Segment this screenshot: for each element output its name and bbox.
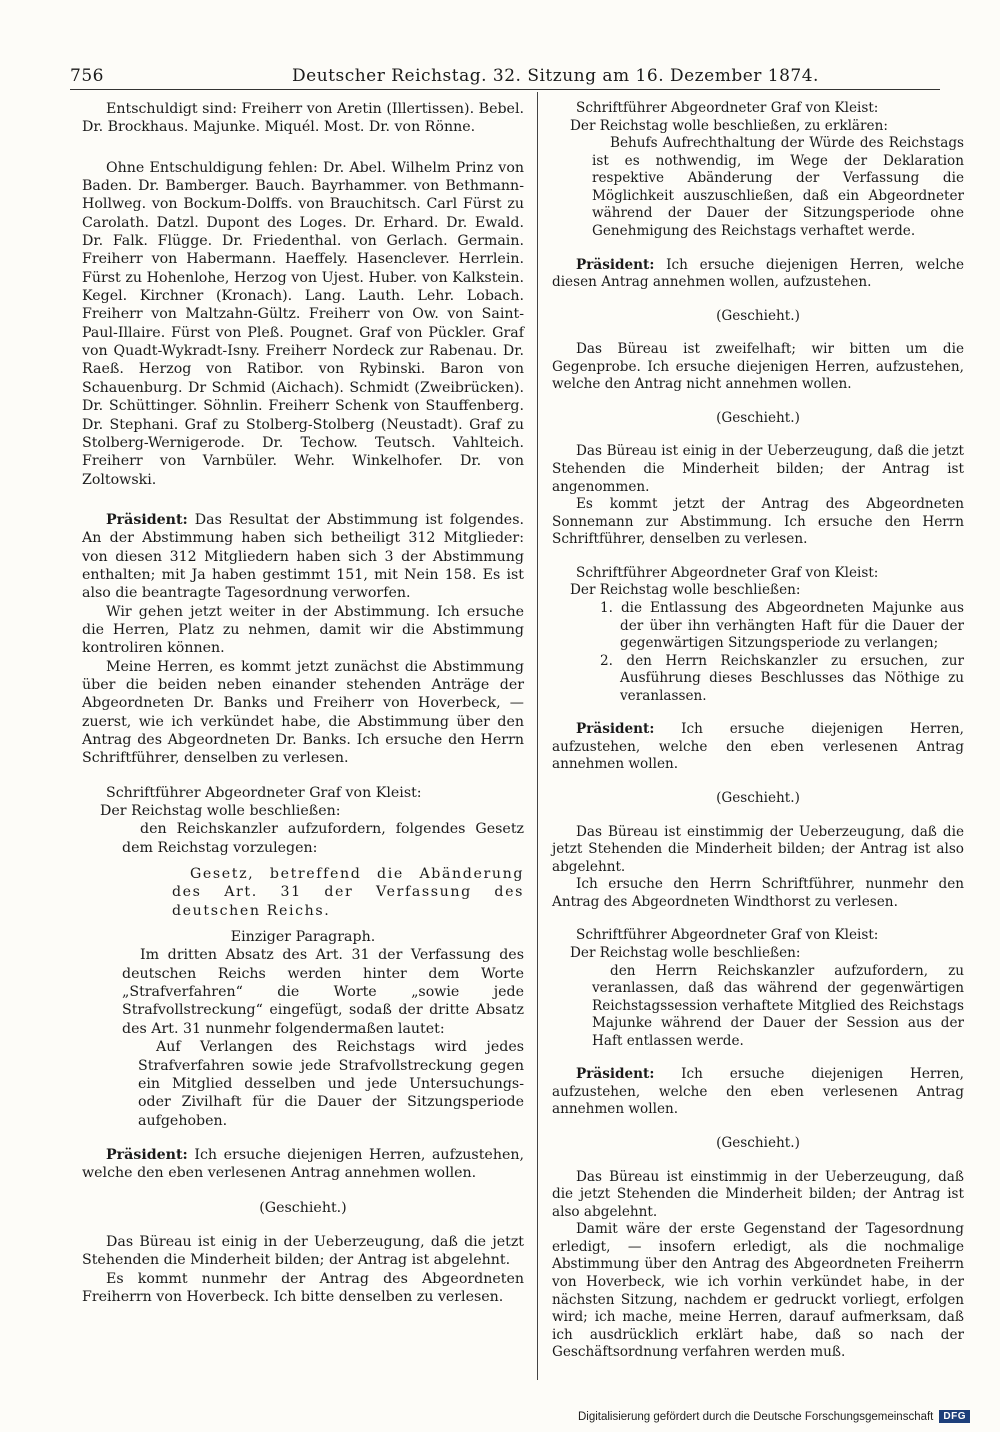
paragraph: Präsident: Ich ersuche diejenigen Herren, aufzustehen, welche den eben verlesenen Antrag annehmen wollen. — [82, 1146, 524, 1182]
header-rule — [70, 89, 940, 90]
paragraph: Das Büreau ist einstimmig in der Ueberzeugung, daß die jetzt Stehenden die Minderheit bilden; der Antrag ist also abgelehnt. — [552, 1168, 964, 1220]
paragraph: Meine Herren, es kommt jetzt zunächst die Abstimmung über die beiden neben einander stehenden Anträge der Abgeordneten Dr. Banks und Freiherr von Hoverbeck, — zuerst, wie ich verkündet habe, die Abstimmung über den Antrag des Abgeordneten Dr. Banks. Ich ersuche den Herrn Schriftführer, denselben zu verlesen. — [82, 658, 524, 767]
paragraph: Es kommt nunmehr der Antrag des Abgeordneten Freiherrn von Hoverbeck. Ich bitte denselben zu verlesen. — [82, 1270, 524, 1305]
page-header — [70, 60, 940, 90]
paragraph: 2. den Herrn Reichskanzler zu ersuchen, zur Ausführung dieses Beschlusses das Nöthige zu veranlassen. — [600, 652, 964, 704]
paragraph: Entschuldigt sind: Freiherr von Aretin (Illertissen). Bebel. Dr. Brockhaus. Majunke. Miquél. Most. Dr. von Rönne. — [82, 101, 524, 136]
paragraph: Das Büreau ist zweifelhaft; wir bitten um die Gegenprobe. Ich ersuche diejenigen Herren, aufzustehen, welche den Antrag nicht annehmen wollen. — [552, 341, 964, 393]
paragraph: Das Büreau ist einstimmig der Ueberzeugung, daß die jetzt Stehenden die Minderheit bilden; der Antrag ist also abgelehnt. — [552, 823, 964, 875]
paragraph: (Geschieht.) — [716, 307, 800, 324]
paragraph: Das Büreau ist einig in der Ueberzeugung, daß die jetzt Stehenden die Minderheit bilden; der Antrag ist angenommen. — [552, 443, 964, 495]
paragraph: 1. die Entlassung des Abgeordneten Majunke aus der über ihn verhängten Haft für die Dauer der gegenwärtigen Sitzungsperiode zu verlangen; — [600, 599, 964, 652]
running-title: Deutscher Reichstag. 32. Sitzung am 16. Dezember 1874. — [292, 66, 819, 86]
paragraph: (Geschieht.) — [716, 1135, 800, 1151]
speaker-label: Präsident: — [106, 511, 188, 528]
speaker-label: Präsident: — [106, 1146, 188, 1163]
paragraph: Auf Verlangen des Reichstags wird jedes Strafverfahren sowie jede Strafvollstreckung gegen ein Mitglied desselben und jede Untersuchungs- oder Zivilhaft für die Dauer der Sitzungsperiode aufgehoben. — [138, 1039, 524, 1129]
paragraph: Schriftführer Abgeordneter Graf von Kleist: — [106, 784, 422, 801]
speaker-label: Präsident: — [576, 1066, 655, 1083]
digitization-credit — [578, 1410, 970, 1423]
paragraph: Schriftführer Abgeordneter Graf von Kleist: — [576, 100, 879, 116]
paragraph: Schriftführer Abgeordneter Graf von Kleist: — [576, 564, 879, 581]
paragraph: Präsident: Ich ersuche diejenigen Herren, aufzustehen, welche den eben verlesenen Antrag annehmen wollen. — [552, 721, 964, 773]
page-number: 756 — [70, 66, 104, 86]
paragraph: (Geschieht.) — [716, 409, 800, 426]
paragraph: Behufs Aufrechthaltung der Würde des Reichstags ist es nothwendig, im Wege der Deklaration respektive Abänderung der Verfassung die Möglichkeit auszuschließen, daß ein Abgeordneter während der Dauer der Sitzungsperiode ohne Genehmigung des Reichstags verhaftet werde. — [592, 135, 964, 239]
paragraph: Präsident: Ich ersuche diejenigen Herren, welche diesen Antrag annehmen wollen, aufzustehen. — [552, 256, 964, 291]
paragraph: Präsident: Das Resultat der Abstimmung ist folgendes. An der Abstimmung haben sich betheiligt 312 Mitglieder: von diesen 312 Mitgliedern haben sich 3 der Abstimmung enthalten; mit Ja haben gestimmt 151, mit Nein 158. Es ist also die beantragte Tagesordnung verworfen. — [82, 511, 524, 602]
paragraph: den Reichskanzler aufzufordern, folgendes Gesetz dem Reichstag vorzulegen: — [122, 821, 524, 856]
paragraph: Es kommt jetzt der Antrag des Abgeordneten Sonnemann zur Abstimmung. Ich ersuche den Herrn Schriftführer, denselben zu verlesen. — [552, 496, 964, 548]
left-column — [82, 100, 524, 1306]
paragraph: Damit wäre der erste Gegenstand der Tagesordnung erledigt, — insofern erledigt, als die nochmalige Abstimmung über den Antrag des Abgeordneten Freiherrn von Hoverbeck, wie ich vorhin verkündet habe, in der nächsten Sitzung, nachdem er gedruckt vorliegt, erfolgen wird; ich mache, meine Herren, darauf aufmerksam, daß ich ausdrücklich erklärt habe, daß so nach der Geschäftsordnung verfahren werden muß. — [552, 1221, 964, 1361]
speaker-label: Präsident: — [576, 256, 655, 273]
paragraph: Schriftführer Abgeordneter Graf von Kleist: — [576, 927, 879, 944]
paragraph: Ohne Entschuldigung fehlen: Dr. Abel. Wilhelm Prinz von Baden. Dr. Bamberger. Bauch. Bayrhammer. von Bethmann-Hollweg. von Bockum-Dolffs. von Brauchitsch. Carl Fürst zu Carolath. Datzl. Dupont des Loges. Dr. Erhard. Dr. Ewald. Dr. Falk. Flügge. Dr. Friedenthal. von Gerlach. Germain. Freiherr von Habermann. Haeffely. Hasenclever. Herrlein. Fürst zu Hohenlohe, Herzog von Ujest. Huber. von Kalkstein. Kegel. Kirchner (Kronach). Lang. Lauth. Lehr. Lobach. Freiherr von Maltzahn-Gültz. Freiherr von Ow. von Saint-Paul-Illaire. Fürst von Pleß. Pougnet. Graf von Pückler. Graf von Quadt-Wykradt-Isny. Freiherr Nordeck zur Rabenau. Dr. Raeß. Herzog von Ratibor. von Rybinski. Baron von Schauenburg. Dr Schmid (Aichach). Schmidt (Zweibrücken). Dr. Schüttinger. Söhnlin. Freiherr Schenk von Stauffenberg. Dr. Stephani. Graf zu Stolberg-Stolberg (Neustadt). Graf zu Stolberg-Wernigerode. Dr. Techow. Teutsch. Vahlteich. Freiherr von Varnbüler. Wehr. Winkelhofer. Dr. von Zoltowski. — [82, 159, 524, 488]
paragraph: (Geschieht.) — [716, 790, 800, 806]
paragraph: Wir gehen jetzt weiter in der Abstimmung. Ich ersuche die Herren, Platz zu nehmen, damit wir die Abstimmung kontroliren können. — [82, 603, 524, 657]
credit-text: Digitalisierung gefördert durch die Deutsche Forschungsgemeinschaft — [577, 1410, 934, 1423]
dfg-logo: DFG — [939, 1410, 970, 1423]
paragraph: Das Büreau ist einig in der Ueberzeugung, daß die jetzt Stehenden die Minderheit bilden; der Antrag ist abgelehnt. — [82, 1233, 524, 1269]
paragraph: Einziger Paragraph. — [230, 929, 376, 946]
paragraph: Der Reichstag wolle beschließen: — [570, 944, 801, 961]
right-column — [552, 100, 964, 1362]
paragraph: Ich ersuche den Herrn Schriftführer, nunmehr den Antrag des Abgeordneten Windthorst zu verlesen. — [552, 876, 964, 910]
paragraph: den Herrn Reichskanzler aufzufordern, zu veranlassen, daß das während der gegenwärtigen Reichstagssession verhaftete Mitglied des Reichstags Majunke während der Dauer der Session aus der Haft entlassen werde. — [592, 962, 964, 1049]
paragraph: Präsident: Ich ersuche diejenigen Herren, aufzustehen, welche den eben verlesenen Antrag annehmen wollen. — [552, 1066, 964, 1118]
column-divider — [537, 92, 538, 1380]
paragraph: (Geschieht.) — [259, 1199, 347, 1216]
speaker-label: Präsident: — [576, 721, 655, 738]
paragraph: Der Reichstag wolle beschließen, zu erklären: — [570, 117, 888, 134]
paragraph: Im dritten Absatz des Art. 31 der Verfassung des deutschen Reichs werden hinter dem Worte „Strafverfahren“ die Worte „sowie jede Strafvollstreckung“ eingefügt, sodaß der dritte Absatz des Art. 31 nunmehr folgendermaßen lautet: — [122, 947, 524, 1037]
paragraph: Gesetz, betreffend die Abänderung des Art. 31 der Verfassung des deutschen Reichs. — [172, 866, 524, 919]
paragraph: Der Reichstag wolle beschließen: — [570, 582, 801, 599]
paragraph: Der Reichstag wolle beschließen: — [100, 803, 341, 820]
